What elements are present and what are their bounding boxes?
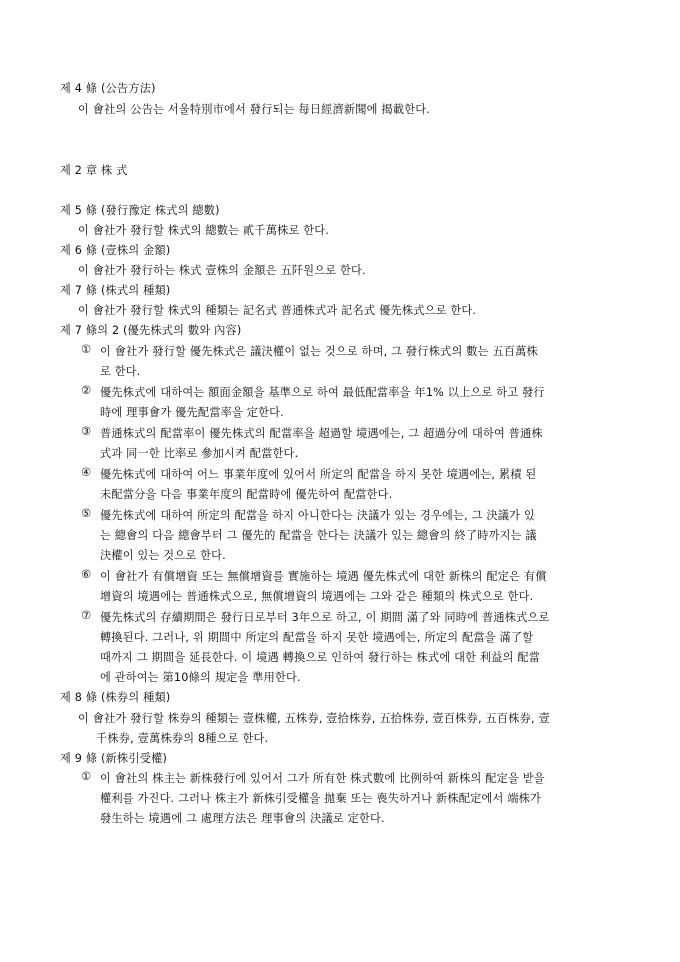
item-marker: ① bbox=[81, 343, 92, 356]
item-marker: ④ bbox=[81, 466, 92, 479]
item-marker: ② bbox=[81, 384, 92, 397]
item-line: 優先株式에 대하여는 額面金額을 基準으로 하여 最低配當率을 年1% 以上으로 하고 發行 bbox=[100, 386, 545, 399]
item-line: 이 會社의 株主는 新株發行에 있어서 그가 所有한 株式數에 比例하여 新株의 配定을 받을 bbox=[100, 772, 545, 785]
item-line: 權利를 가진다. 그러나 株主가 新株引受權을 拋棄 또는 喪失하거나 新株配定에서 端株가 bbox=[100, 792, 542, 805]
item-line: 優先株式에 대하여 어느 事業年度에 있어서 所定의 配當을 하지 못한 境遇에는, 累積 된 bbox=[100, 468, 537, 481]
item-line: 決權이 있는 것으로 한다. bbox=[100, 549, 226, 562]
article-5-heading: 제 5 條 (發行豫定 株式의 總數) bbox=[60, 204, 220, 217]
item-line: 優先株式에 대하여 所定의 配當을 하지 아니한다는 決議가 있는 경우에는, 그 決議가 있 bbox=[100, 509, 535, 522]
article-5-text: 이 會社가 發行할 株式의 總數는 貳千萬株로 한다. bbox=[78, 224, 330, 237]
article-4-text: 이 會社의 公告는 서울特別市에서 發行되는 每日經濟新聞에 揭載한다. bbox=[78, 103, 430, 116]
item-marker: ⑥ bbox=[81, 568, 92, 581]
item-line: 이 會社가 發行할 優先株式은 議決權이 없는 것으로 하며, 그 發行株式의 數는 五百萬株 bbox=[100, 345, 538, 358]
chapter-2-heading: 제 2 章 株 式 bbox=[60, 164, 128, 177]
article-8-heading: 제 8 條 (株券의 種類) bbox=[60, 691, 171, 704]
item-line: 는 總會의 다음 總會부터 그 優先的 配當을 한다는 決議가 있는 總會의 終了時까지는 議 bbox=[100, 529, 537, 542]
item-line: 普通株式의 配當率이 優先株式의 配當率을 超過할 境遇에는, 그 超過分에 대하여 普通株 bbox=[100, 427, 543, 440]
item-line: 에 관하여는 第10條의 規定을 準用한다. bbox=[100, 671, 301, 684]
item-line: 未配當分을 다음 事業年度의 配當時에 優先하여 配當한다. bbox=[100, 488, 393, 501]
article-7-heading: 제 7 條 (株式의 種類) bbox=[60, 284, 171, 297]
item-line: 轉換된다. 그러나, 위 期間中 所定의 配當을 하지 못한 境遇에는, 所定의 配當을 滿了할 bbox=[100, 631, 534, 644]
article-7-text: 이 會社가 發行할 株式의 種類는 記名式 普通株式과 記名式 優先株式으로 한다. bbox=[78, 304, 477, 317]
article-4-heading: 제 4 條 (公告方法) bbox=[60, 82, 156, 95]
item-line: 發生하는 境遇에 그 處理方法은 理事會의 決議로 定한다. bbox=[100, 812, 385, 825]
article-6-text: 이 會社가 發行하는 株式 壹株의 金額은 五阡원으로 한다. bbox=[78, 264, 366, 277]
item-line: 이 會社가 有償增資 또는 無償增資를 實施하는 境遇 優先株式에 대한 新株의 配定은 有償 bbox=[100, 570, 547, 583]
article-7-2-heading: 제 7 條의 2 (優先株式의 數와 內容) bbox=[60, 324, 242, 337]
item-line: 優先株式의 存續期間은 發行日로부터 3年으로 하고, 이 期間 滿了와 同時에 普通株式으로 bbox=[100, 611, 550, 624]
item-marker: ⑦ bbox=[81, 609, 92, 622]
item-line: 式과 同一한 比率로 參加시켜 配當한다. bbox=[100, 447, 299, 460]
item-marker: ③ bbox=[81, 425, 92, 438]
article-8-line: 이 會社가 發行할 株券의 種類는 壹株權, 五株券, 壹拾株券, 五拾株券, 壹百株券, 五百株券, 壹 bbox=[78, 712, 550, 725]
item-marker: ① bbox=[81, 770, 92, 783]
item-line: 增資의 境遇에는 普通株式으로, 無償增資의 境遇에는 그와 같은 種類의 株式으로 한다. bbox=[100, 590, 534, 603]
item-marker: ⑤ bbox=[81, 507, 92, 520]
item-line: 로 한다. bbox=[100, 365, 141, 378]
article-8-line: 千株券, 壹萬株券의 8種으로 한다. bbox=[96, 732, 269, 745]
item-line: 時에 理事會가 優先配當率을 定한다. bbox=[100, 406, 284, 419]
article-9-heading: 제 9 條 (新株引受權) bbox=[60, 752, 168, 765]
article-6-heading: 제 6 條 (壹株의 金額) bbox=[60, 244, 171, 257]
item-line: 때까지 그 期間을 延長한다. 이 境遇 轉換으로 인하여 發行하는 株式에 대한 利益의 配當 bbox=[100, 651, 541, 664]
